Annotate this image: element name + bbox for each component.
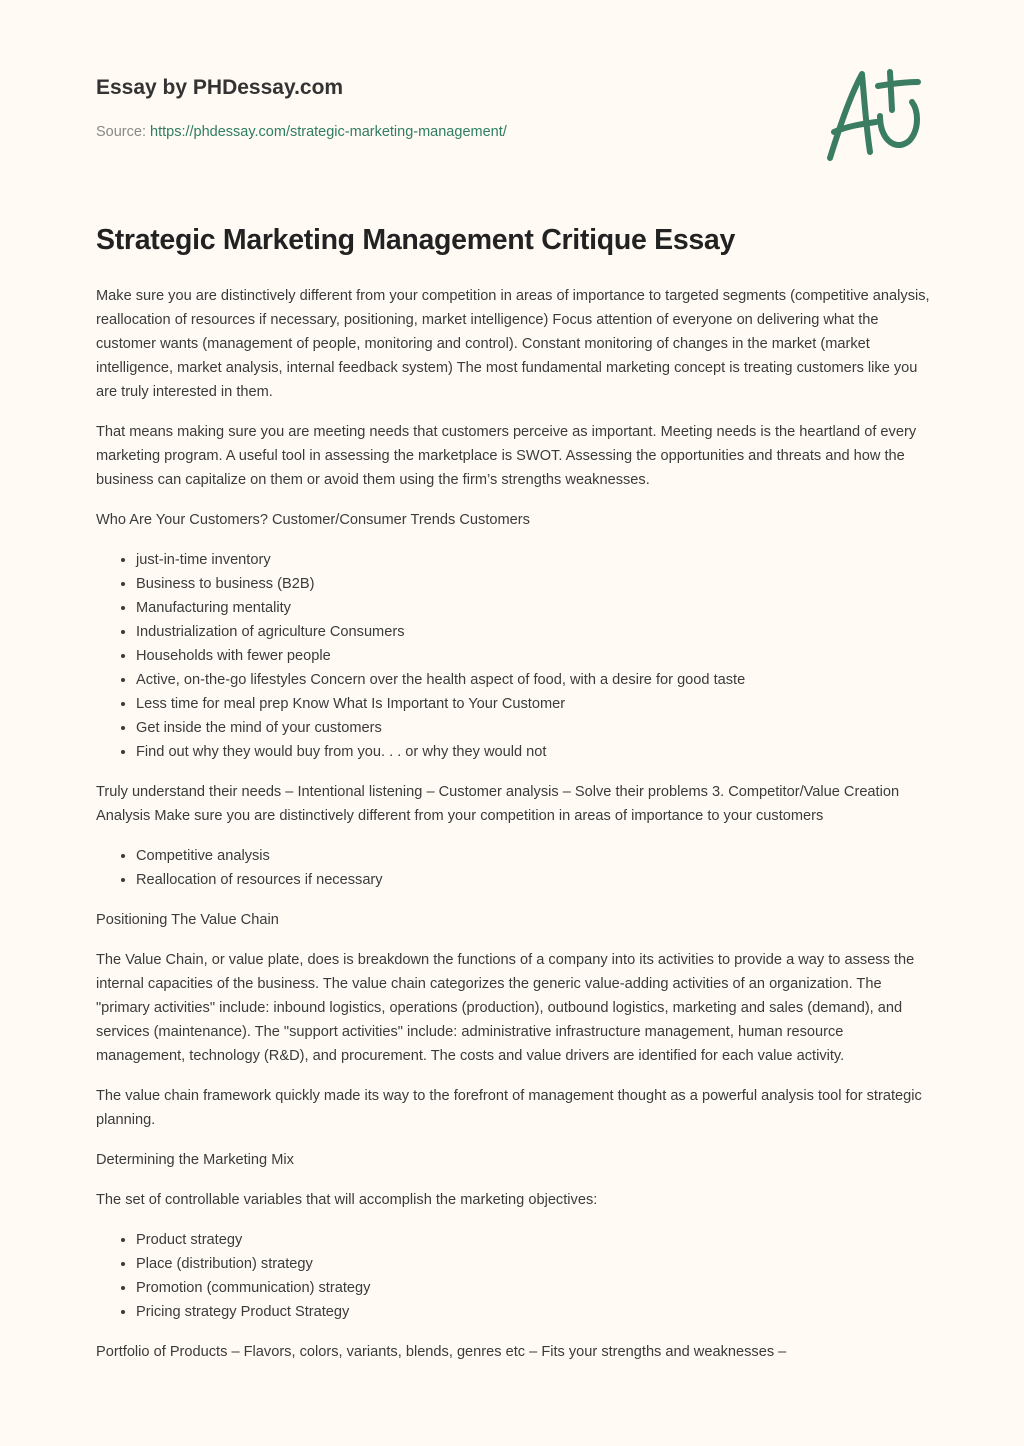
list-item: • Promotion (communication) strategy [136, 1276, 932, 1300]
paragraph: The set of controllable variables that will accomplish the marketing objectives: [96, 1192, 598, 1208]
list-item: • just-in-time inventory [136, 548, 932, 572]
article-body [96, 284, 932, 1380]
list-item: • Get inside the mind of your customers [136, 716, 932, 740]
list-item: • Active, on-the-go lifestyles Concern over the health aspect of food, with a desire for good taste [136, 668, 932, 692]
paragraph: That means making sure you are meeting needs that customers perceive as important. Meeting needs is the heartland of every marketing program. A useful tool in assessing the marketplace is SWOT. Assessing the opportunities and threats and how the business can capitalize on them or avoid them using the firm’s strengths weaknesses. [96, 424, 917, 488]
a-plus-logo-icon [818, 66, 930, 166]
list-item: • Business to business (B2B) [136, 572, 932, 596]
list-item: • Manufacturing mentality [136, 596, 932, 620]
paragraph: The value chain framework quickly made its way to the forefront of management thought as a powerful analysis tool for strategic planning. [96, 1088, 922, 1128]
paragraph: Portfolio of Products – Flavors, colors, variants, blends, genres etc – Fits your strengths and weaknesses – [96, 1344, 787, 1360]
list-item: • Place (distribution) strategy [136, 1252, 932, 1276]
source-line [96, 124, 507, 140]
customer-trends-list [96, 548, 932, 764]
list-item: • Reallocation of resources if necessary [136, 868, 932, 892]
list-item: • Pricing strategy Product Strategy [136, 1300, 932, 1324]
article-title: Strategic Marketing Management Critique Essay [96, 224, 736, 256]
list-item: • Competitive analysis [136, 844, 932, 868]
paragraph: The Value Chain, or value plate, does is breakdown the functions of a company into its activities to provide a way to assess the internal capacities of the business. The value chain categorizes the generic value-adding activities of an organization. The "primary activities" include: inbound logistics, operations (production), outbound logistics, marketing and sales (demand), and services (maintenance). The "support activities" include: administrative infrastructure management, human resource management, technology (R&D), and procurement. The costs and value drivers are identified for each value activity. [96, 952, 915, 1064]
source-label: Source: [96, 124, 146, 140]
paragraph: Positioning The Value Chain [96, 912, 279, 928]
list-item: • Households with fewer people [136, 644, 932, 668]
list-item: • Find out why they would buy from you. . . or why they would not [136, 740, 932, 764]
site-title: Essay by PHDessay.com [96, 76, 344, 99]
competitor-list [96, 844, 932, 892]
paragraph: Determining the Marketing Mix [96, 1152, 294, 1168]
list-item: • Product strategy [136, 1228, 932, 1252]
source-link[interactable]: https://phdessay.com/strategic-marketing-management/ [150, 124, 507, 140]
marketing-mix-list [96, 1228, 932, 1324]
paragraph: Truly understand their needs – Intentional listening – Customer analysis – Solve their problems 3. Competitor/Value Creation Analysis Make sure you are distinctively different from your competition in areas of importance to your customers [96, 784, 900, 824]
paragraph: Who Are Your Customers? Customer/Consumer Trends Customers [96, 512, 530, 528]
list-item: • Less time for meal prep Know What Is Important to Your Customer [136, 692, 932, 716]
paragraph: Make sure you are distinctively different from your competition in areas of importance to targeted segments (competitive analysis, reallocation of resources if necessary, positioning, market intelligence) Focus attention of everyone on delivering what the customer wants (management of people, monitoring and control). Constant monitoring of changes in the market (market intelligence, market analysis, internal feedback system) The most fundamental marketing concept is treating customers like you are truly interested in them. [96, 288, 930, 400]
list-item: • Industrialization of agriculture Consumers [136, 620, 932, 644]
